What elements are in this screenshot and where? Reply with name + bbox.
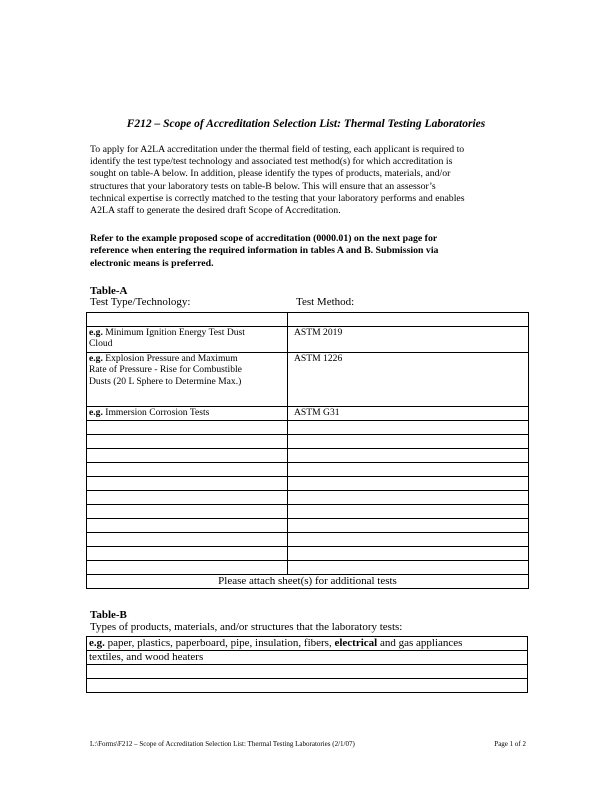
example-prefix: e.g.	[89, 327, 103, 338]
test-type-cell[interactable]	[87, 463, 288, 477]
test-type-cell[interactable]	[87, 477, 288, 491]
example-method: ASTM 1226	[294, 353, 343, 364]
product-type-cell[interactable]	[87, 637, 528, 651]
test-method-cell[interactable]	[288, 519, 529, 533]
document-title: F212 – Scope of Accreditation Selection List: Thermal Testing Laboratories	[126, 118, 486, 130]
test-type-cell[interactable]	[87, 561, 288, 575]
attach-note-row	[87, 575, 529, 589]
test-method-cell[interactable]	[288, 561, 529, 575]
test-method-cell[interactable]	[288, 547, 529, 561]
test-type-cell[interactable]	[87, 491, 288, 505]
test-type-cell[interactable]	[87, 407, 288, 421]
intro-paragraph	[90, 144, 530, 217]
example-prefix: e.g.	[89, 353, 103, 364]
product-type-cell[interactable]	[87, 679, 528, 693]
note-line: reference when entering the required information in tables A and B. Submission via	[90, 245, 439, 257]
intro-line: A2LA staff to generate the desired draft Scope of Accreditation.	[90, 205, 341, 217]
example-type-text: Immersion Corrosion Tests	[102, 407, 210, 418]
table-row	[87, 421, 529, 435]
test-method-cell[interactable]	[288, 463, 529, 477]
table-b-description: Types of products, materials, and/or structures that the laboratory tests:	[90, 621, 403, 633]
example-type-text: Rate of Pressure - Rise for Combustible	[89, 364, 242, 376]
table-row	[87, 435, 529, 449]
page-number: Page 1 of 2	[494, 740, 526, 748]
example-text: textiles, and wood heaters	[89, 651, 204, 663]
test-method-cell[interactable]	[288, 477, 529, 491]
test-method-cell[interactable]	[288, 435, 529, 449]
reference-note	[90, 233, 530, 270]
test-method-cell[interactable]	[288, 533, 529, 547]
table-row	[87, 505, 529, 519]
example-method: ASTM G31	[294, 407, 340, 418]
example-text: and gas appliances	[377, 637, 463, 649]
table-row	[87, 679, 528, 693]
table-row	[87, 665, 528, 679]
table-row	[87, 651, 528, 665]
footer-file-path: L:\Forms\F212 – Scope of Accreditation Selection List: Thermal Testing Laboratories (2/1/07)	[90, 740, 355, 748]
table-row	[87, 491, 529, 505]
example-type-text: Cloud	[89, 338, 113, 350]
table-row	[87, 313, 529, 327]
test-type-cell[interactable]	[87, 327, 288, 353]
table-row	[87, 561, 529, 575]
table-row	[87, 463, 529, 477]
intro-line: identify the test type/test technology and associated test method(s) for which accreditation is	[90, 156, 453, 168]
table-row	[87, 327, 529, 353]
product-type-cell[interactable]	[87, 665, 528, 679]
table-b	[86, 636, 528, 693]
example-text: paper, plastics, paperboard, pipe, insulation, fibers,	[104, 637, 335, 649]
intro-line: To apply for A2LA accreditation under the thermal field of testing, each applicant is required to	[90, 144, 465, 155]
example-bold-text: electrical	[334, 637, 378, 649]
table-row	[87, 449, 529, 463]
test-method-cell[interactable]	[288, 313, 529, 327]
test-method-cell[interactable]	[288, 491, 529, 505]
test-type-header: Test Type/Technology:	[90, 296, 191, 308]
test-method-cell[interactable]	[288, 421, 529, 435]
test-type-cell[interactable]	[87, 533, 288, 547]
note-line: electronic means is preferred.	[90, 257, 214, 269]
test-method-cell[interactable]	[288, 505, 529, 519]
table-row	[87, 533, 529, 547]
table-row	[87, 477, 529, 491]
example-type-text: Dusts (20 L Sphere to Determine Max.)	[89, 375, 242, 387]
test-type-cell[interactable]	[87, 505, 288, 519]
test-method-header: Test Method:	[296, 296, 355, 308]
table-row	[87, 519, 529, 533]
table-row	[87, 547, 529, 561]
test-type-cell[interactable]	[87, 313, 288, 327]
example-method: ASTM 2019	[294, 327, 343, 338]
table-a-title: Table-A	[90, 285, 128, 297]
intro-line: technical expertise is correctly matched to the testing that your laboratory performs and enables	[90, 192, 465, 204]
example-type-text: Explosion Pressure and Maximum	[102, 353, 238, 364]
test-method-cell[interactable]	[288, 449, 529, 463]
test-type-cell[interactable]	[87, 449, 288, 463]
example-type-text: Minimum Ignition Energy Test Dust	[102, 327, 245, 338]
test-method-cell[interactable]	[288, 327, 529, 353]
test-method-cell[interactable]	[288, 407, 529, 421]
intro-line: sought on table-A below. In addition, please identify the types of products, materials, and/or	[90, 168, 451, 180]
product-type-cell[interactable]	[87, 651, 528, 665]
table-a	[86, 312, 529, 589]
intro-line: structures that your laboratory tests on table-B below. This will ensure that an assessor’s	[90, 180, 436, 192]
table-b-title: Table-B	[90, 609, 127, 621]
test-method-cell[interactable]	[288, 353, 529, 407]
table-row	[87, 637, 528, 651]
test-type-cell[interactable]	[87, 353, 288, 407]
test-type-cell[interactable]	[87, 435, 288, 449]
attach-note: Please attach sheet(s) for additional tests	[87, 575, 529, 589]
test-type-cell[interactable]	[87, 519, 288, 533]
test-type-cell[interactable]	[87, 421, 288, 435]
test-type-cell[interactable]	[87, 547, 288, 561]
table-row	[87, 407, 529, 421]
table-row	[87, 353, 529, 407]
example-prefix: e.g.	[89, 637, 105, 649]
example-prefix: e.g.	[89, 407, 103, 418]
note-line: Refer to the example proposed scope of accreditation (0000.01) on the next page for	[90, 233, 438, 244]
